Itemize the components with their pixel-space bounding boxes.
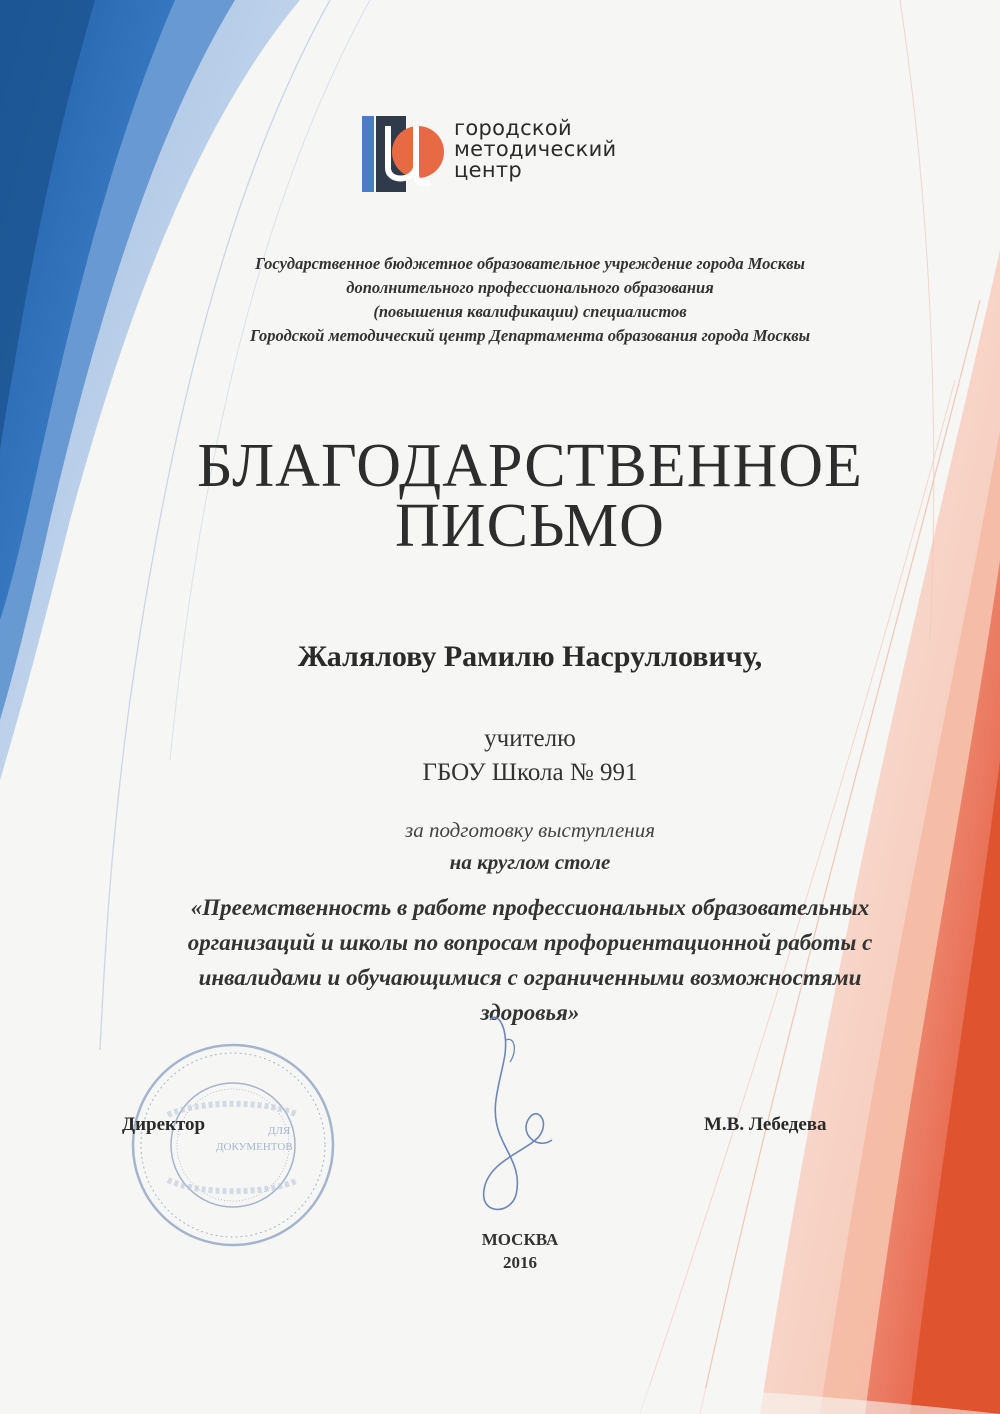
official-stamp — [128, 1040, 338, 1250]
topic-line-2: организаций и школы по вопросам профориентационной работы с — [187, 930, 873, 955]
stamp-text-faint: ДЛЯ — [268, 1125, 291, 1137]
signatory-role: Директор — [122, 1114, 206, 1135]
org-line-4: Городской методический центр Департамента образования города Москвы — [249, 326, 811, 345]
recipient-position — [200, 722, 860, 790]
recipient-role: учителю — [484, 725, 576, 752]
org-line-2: дополнительного профессионального образования — [346, 278, 714, 297]
issue-year: 2016 — [503, 1253, 537, 1272]
logo-line-1: городской — [454, 116, 573, 140]
logo-text — [454, 118, 616, 181]
recipient-school: ГБОУ Школа № 991 — [422, 759, 638, 786]
recipient-name: Жалялову Рамилю Насрулловичу, — [297, 640, 763, 673]
stamp-text: ДОКУМЕНТОВ — [216, 1141, 293, 1153]
logo-mark-icon — [362, 112, 446, 196]
title-line-2: ПИСЬМО — [395, 492, 665, 560]
reason-topic — [100, 890, 960, 1030]
reason-event: на круглом столе — [449, 850, 611, 874]
issue-city: МОСКВА — [481, 1230, 559, 1249]
topic-line-4: здоровья» — [480, 1000, 580, 1025]
organization-logo — [362, 112, 662, 196]
org-line-3: (повышения квалификации) специалистов — [373, 302, 687, 321]
reason-intro: за подготовку выступления — [405, 818, 655, 842]
title-line-1: БЛАГОДАРСТВЕННОЕ — [197, 432, 863, 500]
document-title — [100, 432, 960, 560]
signatory-name: М.В. Лебедева — [704, 1114, 827, 1135]
logo-line-3: центр — [454, 158, 523, 182]
organization-name — [160, 252, 900, 348]
topic-line-1: «Преемственность в работе профессиональных образовательных — [190, 895, 870, 920]
topic-line-3: инвалидами и обучающимися с ограниченными возможностями — [198, 965, 862, 990]
logo-line-2: методический — [454, 137, 617, 161]
org-line-1: Государственное бюджетное образовательное учреждение города Москвы — [255, 254, 805, 273]
handwritten-signature — [470, 1010, 580, 1220]
